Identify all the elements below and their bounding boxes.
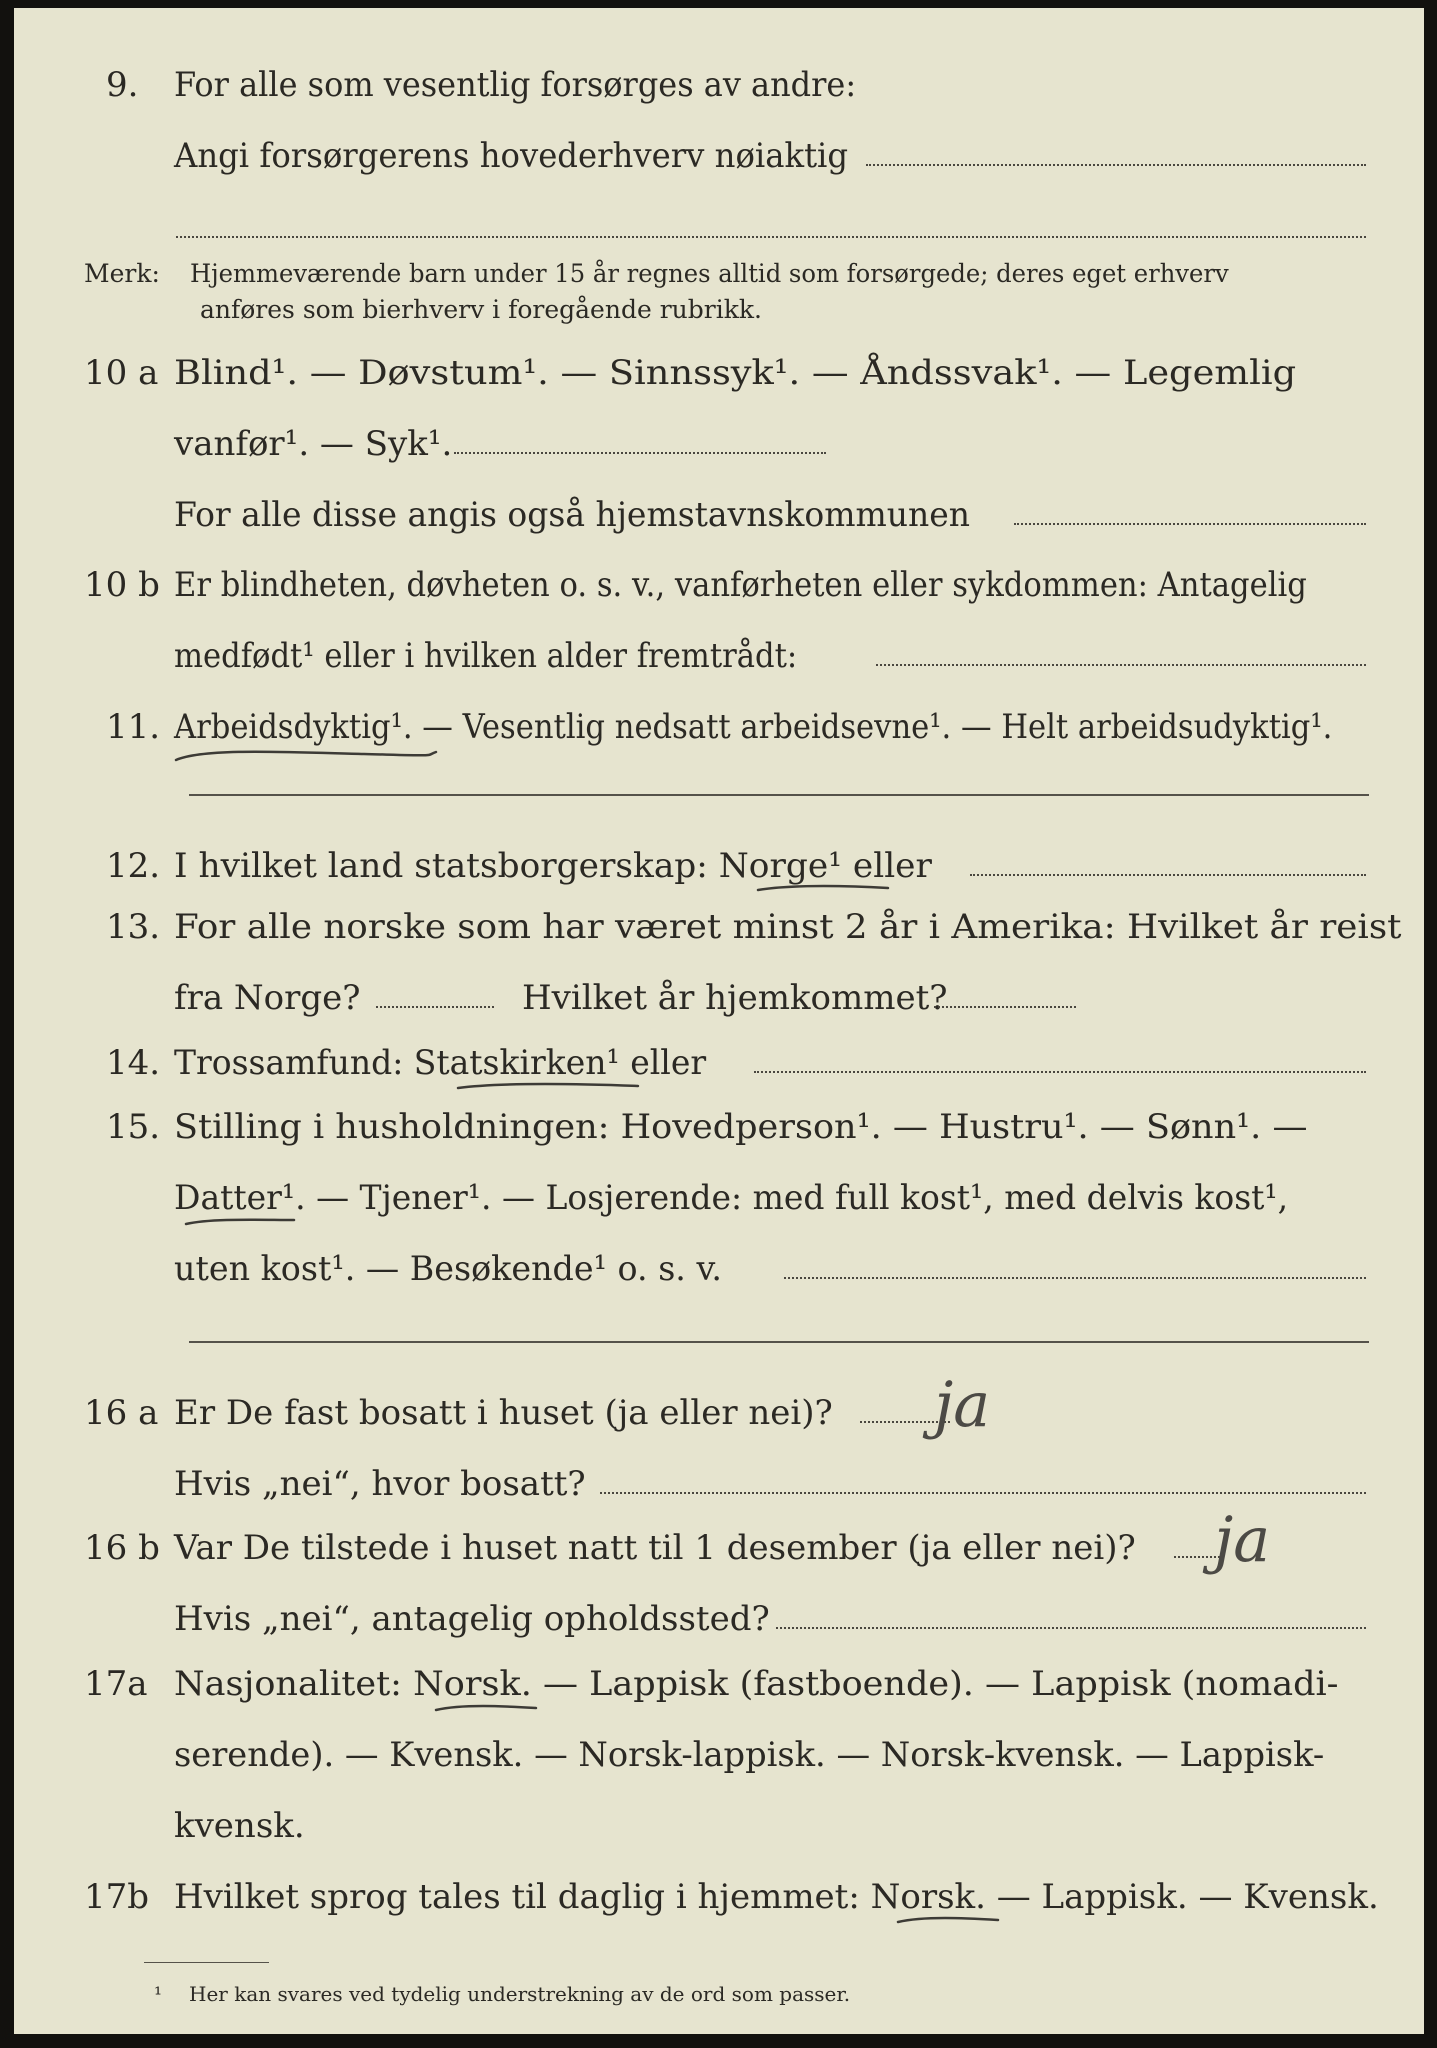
q15-number: 15.: [106, 1107, 161, 1147]
q13-line2b: Hvilket år hjemkommet?: [522, 978, 948, 1018]
q11-underline-mark: [164, 740, 444, 770]
q10b-line1: Er blindheten, døvheten o. s. v., vanførheten eller sykdommen: Antagelig: [174, 565, 1307, 605]
q17a-underline-mark: [432, 1698, 542, 1718]
q10a-answer-line-2: [1014, 523, 1366, 525]
q9-number: 9.: [106, 65, 139, 105]
q16b-answer-line-2: [776, 1627, 1366, 1629]
q14-line1: Trossamfund: Statskirken¹ eller: [174, 1043, 707, 1083]
merk-line2: anføres som bierhverv i foregående rubrikk.: [200, 295, 762, 324]
q14-answer-line: [754, 1071, 1366, 1073]
q12-answer-line: [970, 874, 1366, 876]
q17b-line1: Hvilket sprog tales til daglig i hjemmet: Norsk. — Lappisk. — Kvensk.: [174, 1877, 1379, 1917]
q13-year-left-line: [376, 1006, 494, 1008]
q16b-line1: Var De tilstede i huset natt til 1 desember (ja eller nei)?: [174, 1528, 1136, 1568]
q9-answer-line: [866, 164, 1366, 166]
q16a-line2: Hvis „nei“, hvor bosatt?: [174, 1464, 586, 1504]
q13-year-returned-line: [934, 1006, 1076, 1008]
footnote-marker: ¹: [154, 1982, 163, 2006]
q11-divider: [189, 794, 1369, 796]
q15-underline-mark: [182, 1212, 302, 1232]
q17a-line2: serende). — Kvensk. — Norsk-lappisk. — Norsk-kvensk. — Lappisk-: [174, 1735, 1325, 1775]
q17a-line3: kvensk.: [174, 1806, 305, 1846]
q13-line1: For alle norske som har været minst 2 år i Amerika: Hvilket år reist: [174, 907, 1402, 947]
q17b-underline-mark: [894, 1910, 1004, 1930]
q15-divider: [189, 1341, 1369, 1343]
q17b-number: 17b: [84, 1877, 150, 1917]
footnote-text: Her kan svares ved tydelig understrekning av de ord som passer.: [189, 1982, 851, 2006]
q11-number: 11.: [106, 707, 161, 747]
q16a-answer-line-2: [600, 1492, 1366, 1494]
q15-line2: Datter¹. — Tjener¹. — Losjerende: med full kost¹, med delvis kost¹,: [174, 1178, 1289, 1218]
footnote-rule: [144, 1962, 269, 1963]
q15-line1: Stilling i husholdningen: Hovedperson¹. — Hustru¹. — Sønn¹. —: [174, 1107, 1308, 1147]
merk-line1: Hjemmeværende barn under 15 år regnes alltid som forsørgede; deres eget erhverv: [190, 259, 1229, 288]
q9-answer-line-2: [176, 236, 1366, 238]
q9-line1: For alle som vesentlig forsørges av andre:: [174, 65, 857, 105]
q16b-line2: Hvis „nei“, antagelig opholdssted?: [174, 1599, 770, 1639]
q12-line1: I hvilket land statsborgerskap: Norge¹ eller: [174, 846, 932, 886]
q10a-answer-line: [454, 452, 826, 454]
q13-line2a: fra Norge?: [174, 978, 361, 1018]
q17a-line1: Nasjonalitet: Norsk. — Lappisk (fastboende). — Lappisk (nomadi-: [174, 1664, 1339, 1704]
q15-line3: uten kost¹. — Besøkende¹ o. s. v.: [174, 1249, 722, 1289]
q10b-number: 10 b: [84, 565, 160, 605]
q16a-line1: Er De fast bosatt i huset (ja eller nei)?: [174, 1393, 833, 1433]
q16a-number: 16 a: [84, 1393, 159, 1433]
q12-underline-mark: [754, 878, 894, 898]
q15-answer-line: [784, 1277, 1366, 1279]
q10a-number: 10 a: [84, 353, 159, 393]
q16b-handwritten-answer: ja: [1214, 1503, 1271, 1576]
q16a-handwritten-answer: ja: [934, 1368, 991, 1441]
census-form-page: [14, 8, 1424, 2034]
q13-number: 13.: [106, 907, 161, 947]
q10a-line1: Blind¹. — Døvstum¹. — Sinnssyk¹. — Åndssvak¹. — Legemlig: [174, 353, 1297, 393]
q11-line1: Arbeidsdyktig¹. — Vesentlig nedsatt arbeidsevne¹. — Helt arbeidsudyktig¹.: [174, 707, 1333, 747]
merk-label: Merk:: [84, 259, 160, 288]
q14-underline-mark: [454, 1076, 644, 1096]
q14-number: 14.: [106, 1043, 161, 1083]
q10a-line2: vanfør¹. — Syk¹.: [174, 424, 453, 464]
q9-line2: Angi forsørgerens hovederhverv nøiaktig: [174, 136, 849, 176]
q10b-answer-line: [876, 664, 1366, 666]
q10b-line2: medfødt¹ eller i hvilken alder fremtrådt:: [174, 636, 798, 676]
q16b-number: 16 b: [84, 1528, 160, 1568]
q12-number: 12.: [106, 846, 161, 886]
q17a-number: 17a: [84, 1664, 148, 1704]
q10a-line3: For alle disse angis også hjemstavnskommunen: [174, 495, 970, 535]
